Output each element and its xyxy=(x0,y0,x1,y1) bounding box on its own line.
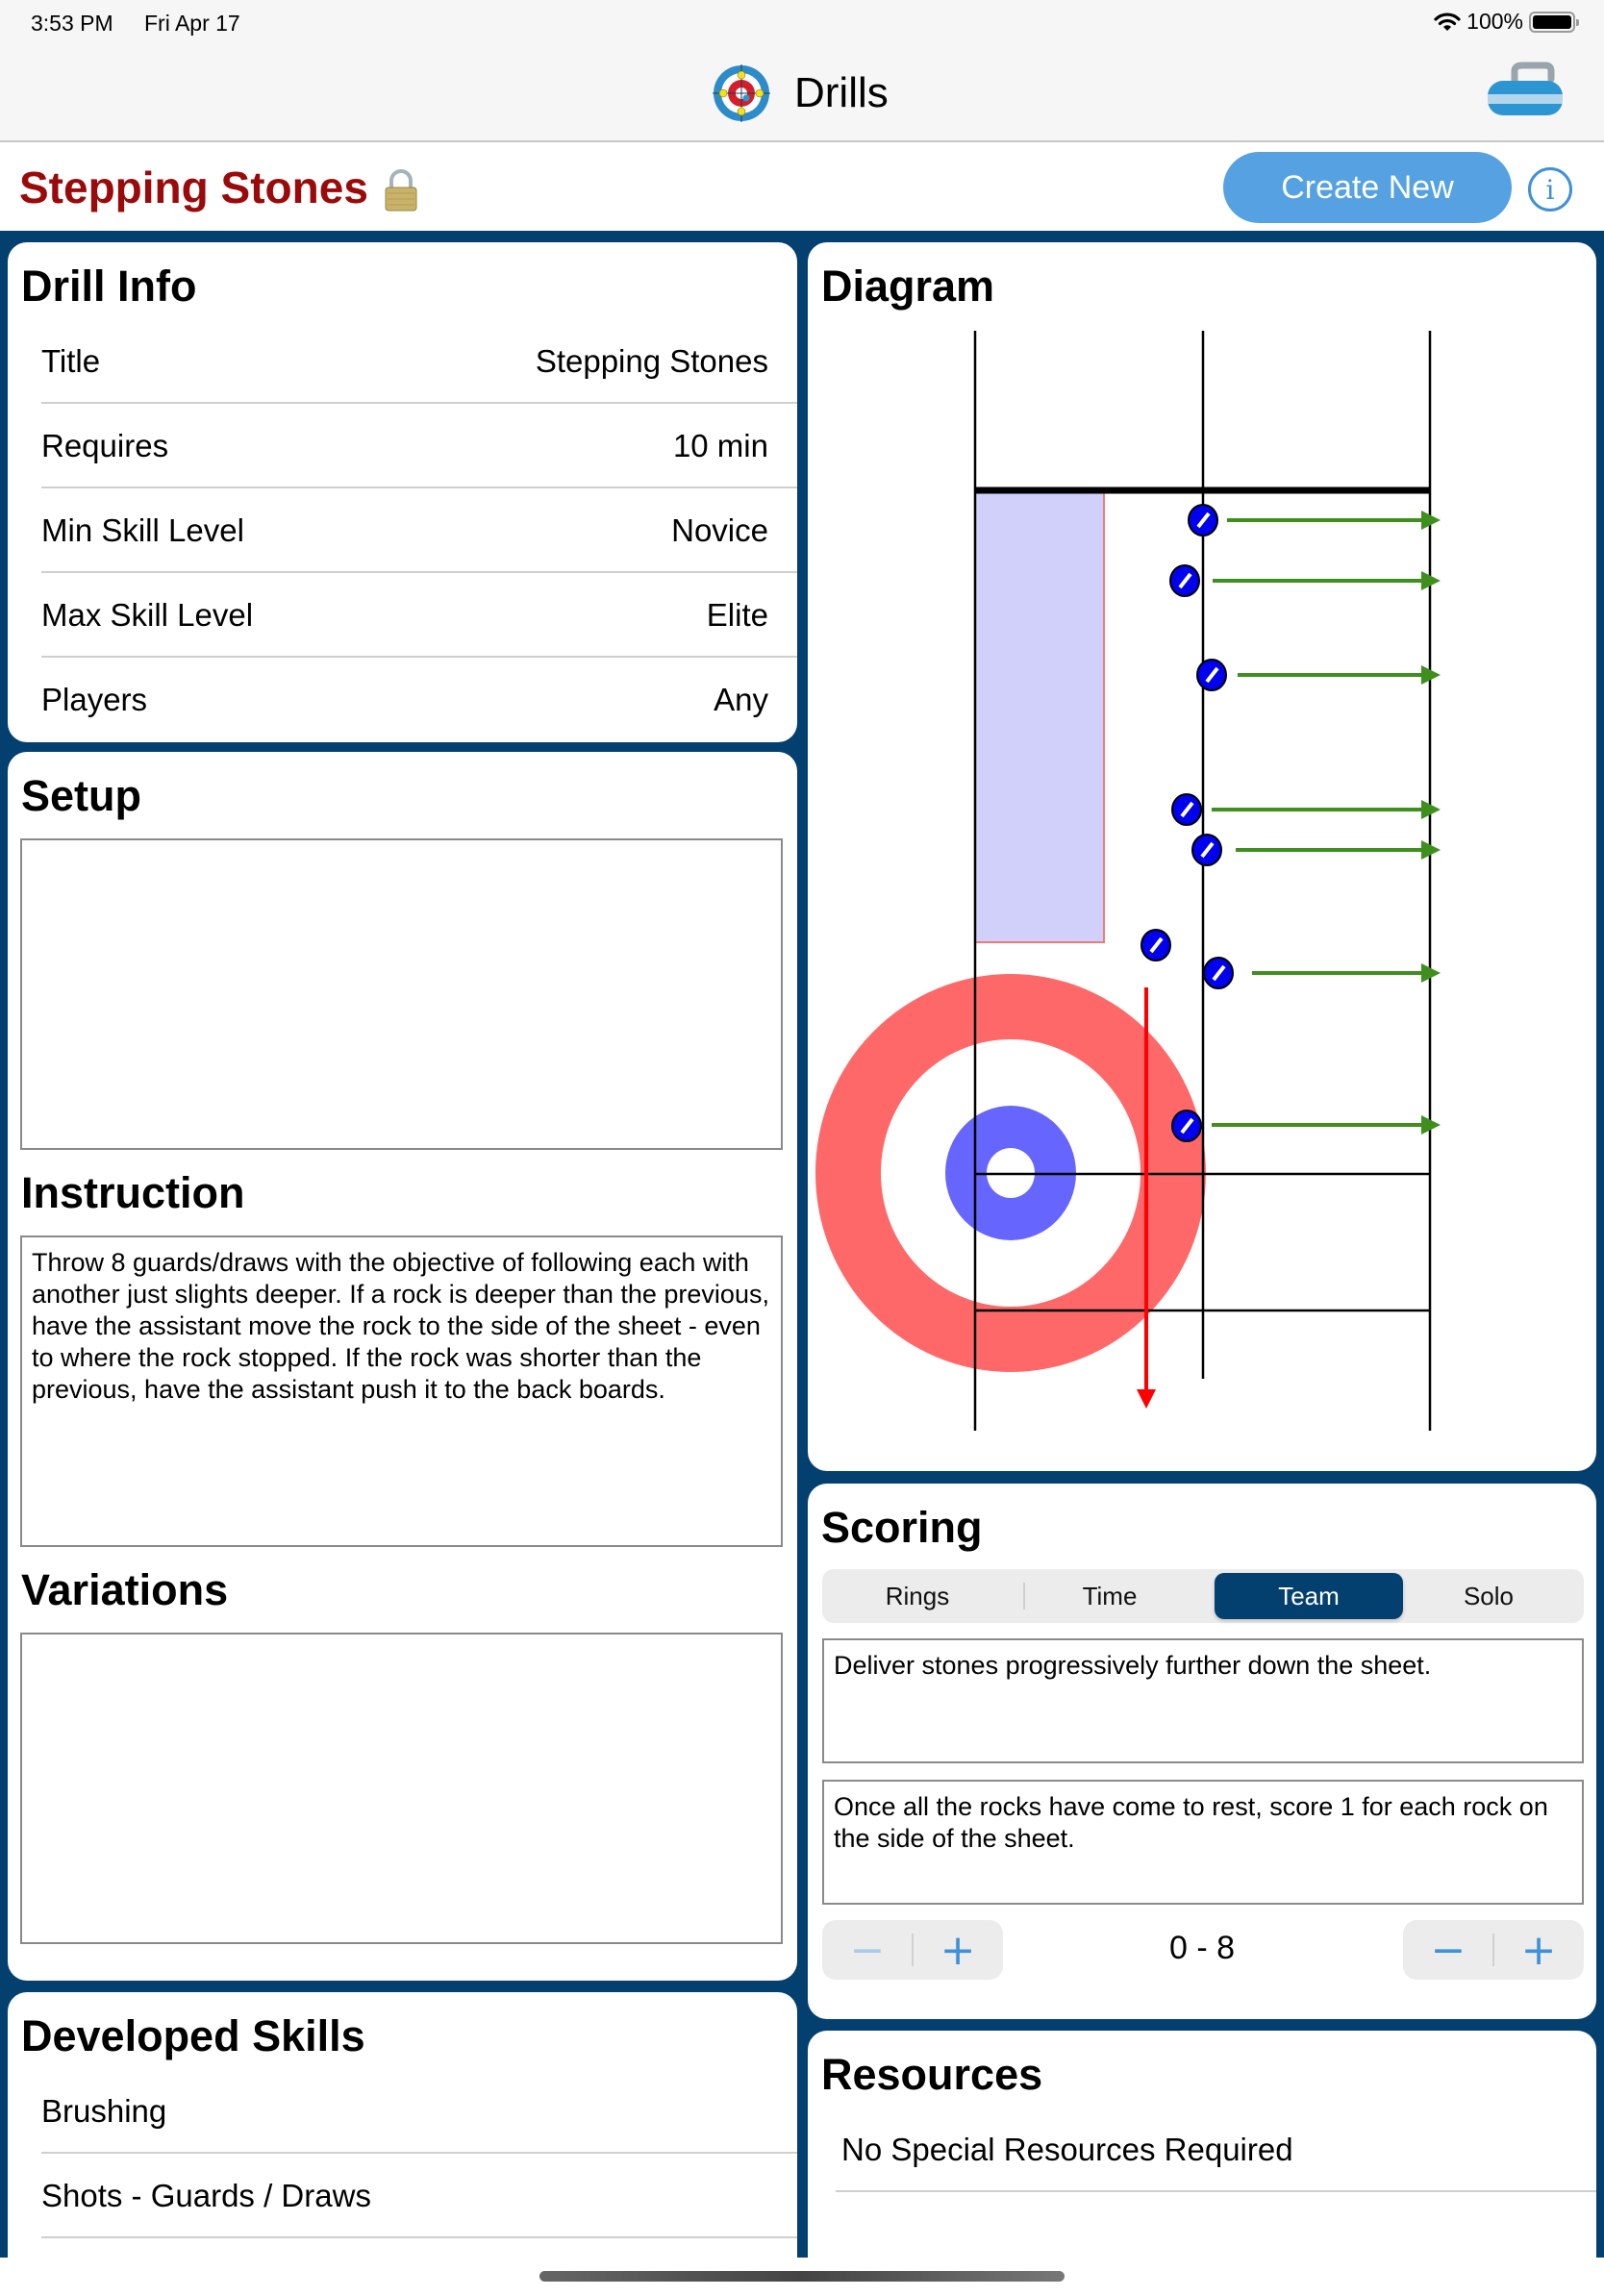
lock-icon xyxy=(383,169,419,212)
resource-item[interactable] xyxy=(836,2108,1596,2192)
drill-title-bar xyxy=(0,142,1604,233)
resource-label: No Special Resources Required xyxy=(841,2132,1293,2167)
resources-panel xyxy=(808,2031,1596,2281)
status-date: Fri Apr 17 xyxy=(144,11,240,36)
developed-skills-heading: Developed Skills xyxy=(21,2011,365,2060)
info-row-requires[interactable] xyxy=(41,404,797,488)
resources-heading: Resources xyxy=(821,2050,1043,2099)
scoring-rule-textbox[interactable]: Once all the rocks have come to rest, score 1 for each rock on the side of the sheet. xyxy=(822,1780,1584,1905)
curling-stone[interactable] xyxy=(1204,958,1233,988)
drill-info-panel xyxy=(8,242,797,742)
scoring-description-textbox[interactable]: Deliver stones progressively further down the sheet. xyxy=(822,1638,1584,1763)
status-time: 3:53 PM xyxy=(31,11,113,36)
left-score-stepper xyxy=(822,1920,1003,1980)
info-row-min-skill[interactable] xyxy=(41,488,797,573)
status-bar xyxy=(0,0,1604,48)
score-range: 0 - 8 xyxy=(1168,1930,1236,1966)
curling-stone[interactable] xyxy=(1192,835,1221,865)
tab-team[interactable]: Team xyxy=(1215,1573,1403,1619)
create-new-button[interactable]: Create New xyxy=(1223,152,1512,223)
tab-time[interactable]: Time xyxy=(1082,1581,1138,1610)
info-row-value: Elite xyxy=(706,597,768,633)
drill-diagram[interactable] xyxy=(808,242,1596,1471)
setup-heading: Setup xyxy=(21,771,142,820)
curling-stone[interactable] xyxy=(1172,1111,1201,1141)
skill-item[interactable] xyxy=(41,2069,797,2154)
info-row-value: Any xyxy=(714,682,768,717)
setup-textbox[interactable] xyxy=(20,838,783,1150)
curling-stone[interactable] xyxy=(1189,505,1217,536)
variations-heading: Variations xyxy=(21,1565,229,1614)
curling-stone[interactable] xyxy=(1141,930,1170,961)
info-glyph: i xyxy=(1545,173,1555,206)
info-row-players[interactable] xyxy=(41,658,797,742)
diagram-heading: Diagram xyxy=(821,262,995,311)
left-decrement-button[interactable]: − xyxy=(849,1925,886,1975)
curling-stone[interactable] xyxy=(1172,794,1201,825)
info-row-value: Novice xyxy=(671,512,768,548)
navigation-bar xyxy=(0,48,1604,142)
target-lane xyxy=(975,490,1104,942)
left-increment-button[interactable]: + xyxy=(940,1925,976,1975)
nav-title: Drills xyxy=(794,69,889,116)
curling-stone[interactable] xyxy=(1170,565,1199,596)
battery-percent: 100% xyxy=(1466,9,1523,34)
info-row-max-skill[interactable] xyxy=(41,573,797,658)
wifi-icon xyxy=(1434,12,1461,33)
info-row-label: Title xyxy=(41,343,101,379)
drill-name-title: Stepping Stones xyxy=(19,162,368,212)
info-row-label: Min Skill Level xyxy=(41,512,244,548)
info-row-value: 10 min xyxy=(672,428,768,463)
info-row-value: Stepping Stones xyxy=(535,343,768,379)
info-icon[interactable] xyxy=(1528,167,1572,212)
info-row-label: Requires xyxy=(41,428,169,463)
instruction-heading: Instruction xyxy=(21,1168,245,1217)
diagram-panel xyxy=(808,242,1596,1471)
info-row-label: Max Skill Level xyxy=(41,597,254,633)
right-decrement-button[interactable]: − xyxy=(1430,1925,1466,1975)
developed-skills-panel xyxy=(8,1992,797,2281)
home-indicator[interactable] xyxy=(539,2271,1065,2282)
right-score-stepper xyxy=(1403,1920,1584,1980)
curling-house-icon xyxy=(710,62,773,125)
info-row-label: Players xyxy=(41,682,148,717)
skill-label: Shots - Guards / Draws xyxy=(41,2178,371,2213)
status-right xyxy=(1434,9,1575,35)
right-increment-button[interactable]: + xyxy=(1520,1925,1557,1975)
curling-stone-icon[interactable] xyxy=(1486,62,1565,119)
skill-item[interactable] xyxy=(41,2154,797,2238)
drill-info-heading: Drill Info xyxy=(21,262,197,311)
description-panel xyxy=(8,752,797,1981)
instruction-textbox[interactable]: Throw 8 guards/draws with the objective of following each with another just slights deeper. If a rock is deeper than the previous, have the assistant move the rock to the side of the sheet - even to where the rock stopped. If the rock was shorter than the previous, have the assistant push it to the back boards. xyxy=(20,1235,783,1547)
scoring-heading: Scoring xyxy=(821,1503,983,1552)
tab-solo[interactable]: Solo xyxy=(1463,1581,1515,1610)
tab-rings[interactable]: Rings xyxy=(885,1581,950,1610)
variations-textbox[interactable] xyxy=(20,1633,783,1944)
info-row-title[interactable] xyxy=(41,319,797,404)
battery-icon xyxy=(1529,12,1575,33)
skill-label: Brushing xyxy=(41,2093,167,2129)
curling-stone[interactable] xyxy=(1197,660,1226,690)
scoring-mode-segmented-control xyxy=(822,1569,1584,1623)
